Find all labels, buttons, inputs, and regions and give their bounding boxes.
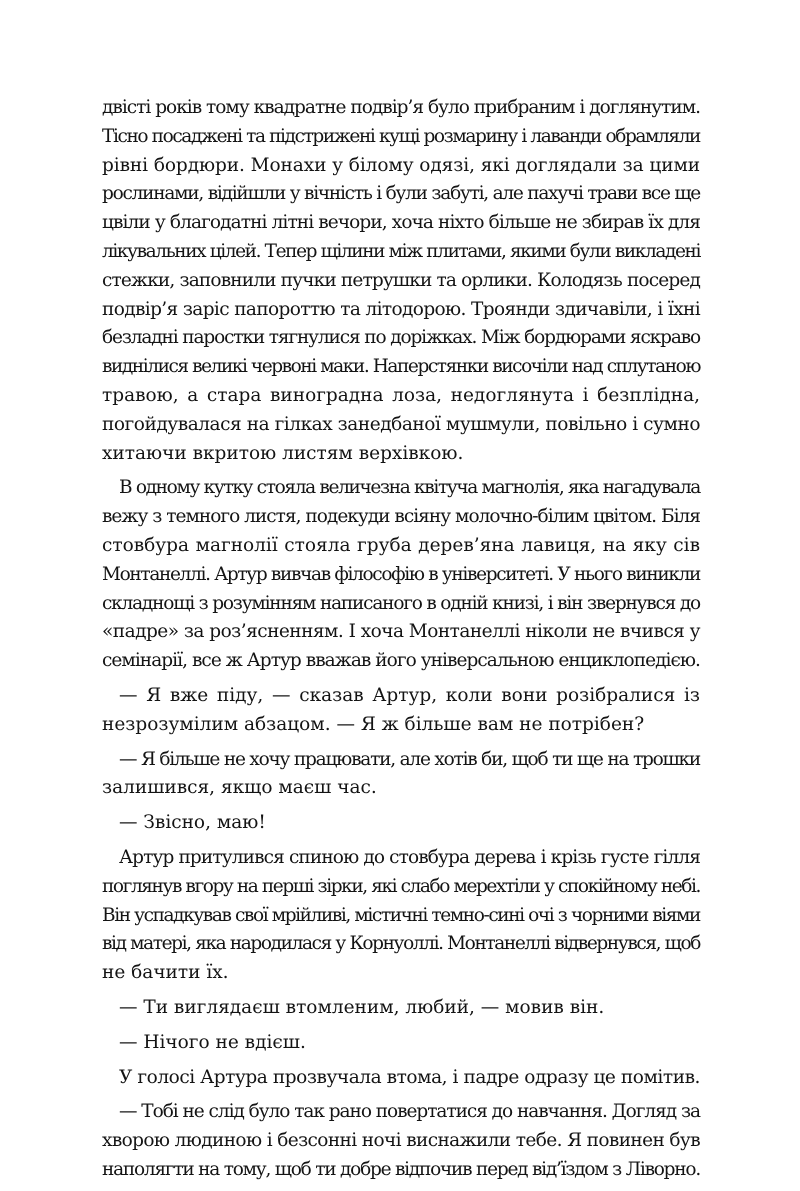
text-line: безладні паростки тягнулися по доріжках. Між бордюрами яскраво [102, 327, 700, 349]
text-line: погойдувалася на гілках занедбаної мушмули, повільно і сумно [102, 413, 701, 435]
text-line: рівні бордюри. Монахи у білому одязі, які доглядали за цими [102, 154, 700, 176]
text-line: складнощі з розумінням написаного в одній книзі, і він звернувся до [102, 592, 700, 614]
text-line: хитаючи вкритою листям верхівкою. [102, 442, 464, 464]
text-line: У голосі Артура прозвучала втома, і падре одразу це помітив. [119, 1066, 701, 1088]
paragraph [102, 94, 700, 468]
text-line: залишився, якщо маєш час. [102, 777, 377, 799]
text-line: В одному кутку стояла величезна квітуча магнолія, яка нагадувала [119, 477, 700, 499]
paragraph [102, 1029, 700, 1058]
text-line: незрозумілим абзацом. — Я ж більше вам не потрібен? [102, 713, 645, 735]
text-line: від матері, яка народилася у Корнуоллі. Монтанеллі відвернувся, щоб [102, 933, 700, 955]
text-line: семінарії, все ж Артур вважав його універсальною енциклопедією. [102, 650, 700, 672]
text-line: Монтанеллі. Артур вивчав філософію в університеті. У нього виникли [102, 563, 700, 585]
text-line: лікувальних цілей. Тепер щілини між плитами, якими були викладені [102, 240, 701, 262]
paragraph [102, 682, 700, 740]
text-line: Тісно посаджені та підстрижені кущі розмарину і лаванди обрамляли [102, 125, 701, 147]
text-line: — Нічого не вдієш. [119, 1031, 306, 1053]
paragraph [102, 1064, 700, 1093]
paragraph [102, 1098, 700, 1184]
paragraph [102, 474, 700, 676]
text-line: не бачити їх. [102, 962, 229, 984]
text-line: стежки, заповнили пучки петрушки та орлики. Колодязь посеред [102, 269, 700, 291]
text-line: Артур притулився спиною до стовбура дерева і крізь густе гілля [119, 846, 701, 868]
text-line: — Я більше не хочу працювати, але хотів би, щоб ти ще на трошки [119, 748, 701, 770]
text-line: цвіли у благодатні літні вечори, хоча ніхто більше не збирав їх для [102, 212, 700, 234]
text-line: — Тобі не слід було так рано повертатися до навчання. Догляд за [119, 1101, 700, 1123]
paragraph [102, 746, 700, 804]
paragraph [102, 844, 700, 988]
text-line: «падре» за роз’ясненням. І хоча Монтанеллі ніколи не вчився у [102, 621, 701, 643]
paragraph [102, 809, 700, 838]
text-line: подвір’я заріс папороттю та літодорою. Троянди здичавіли, і їхні [102, 298, 700, 320]
text-line: вежу з темного листя, подекуди всіяну молочно-білим цвітом. Біля [102, 506, 700, 528]
text-line: стовбура магнолії стояла груба дерев’яна лавиця, на яку сів [102, 534, 700, 556]
text-line: — Звісно, маю! [119, 812, 266, 834]
text-line: двісті років тому квадратне подвір’я було прибраним і доглянутим. [102, 97, 700, 118]
text-line: виднілися великі червоні маки. Наперстянки височіли над сплутаною [102, 356, 701, 378]
text-line: травою, а стара виноградна лоза, недоглянута і безплідна, [102, 384, 700, 406]
text-line: рослинами, відійшли у вічність і були забуті, але пахучі трави все ще [102, 183, 701, 205]
text-line: — Ти виглядаєш втомленим, любий, — мовив він. [119, 996, 605, 1018]
text-line: Він успадкував свої мрійливі, містичні темно-сині очі з чорними віями [102, 904, 700, 926]
text-line: наполягти на тому, щоб ти добре відпочив перед від’їздом з Ліворно. [102, 1158, 700, 1180]
text-line: поглянув вгору на перші зірки, які слабо мерехтіли у спокійному небі. [102, 875, 700, 897]
paragraph [102, 994, 700, 1023]
text-line: хворою людиною і безсонні ночі виснажили тебе. Я повинен був [102, 1130, 700, 1152]
book-page-text [102, 94, 700, 1191]
text-line: — Я вже піду, — сказав Артур, коли вони розібралися із [119, 684, 700, 706]
